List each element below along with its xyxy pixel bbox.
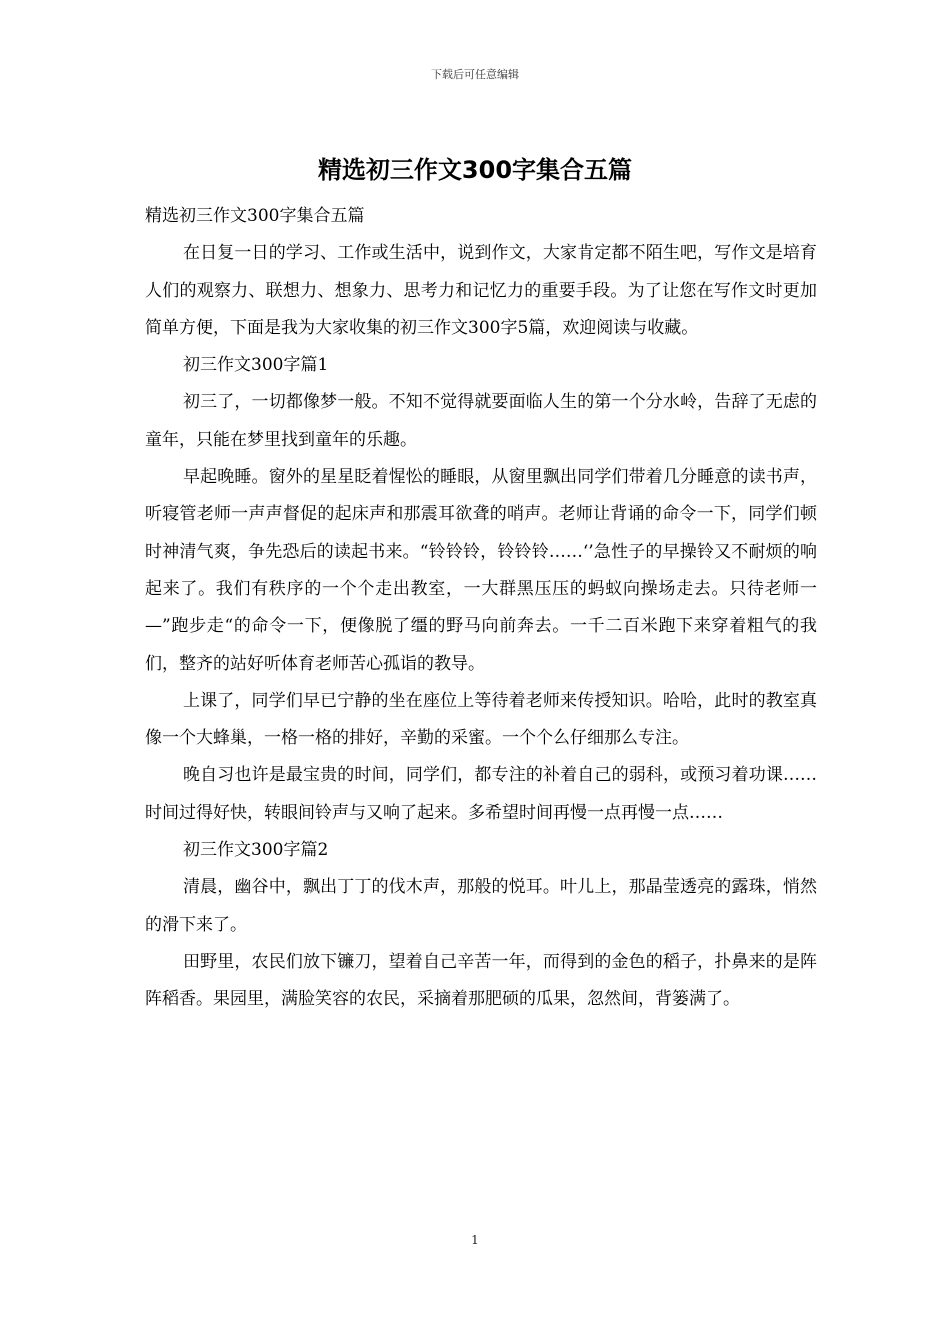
section-heading-2: 初三作文300字篇2	[183, 840, 329, 861]
paragraph: 清晨，幽谷中，飘出丁丁的伐木声，那般的悦耳。叶儿上，那晶莹透亮的露珠，悄然的滑下来了。	[145, 877, 817, 935]
paragraph-subtitle: 精选初三作文300字集合五篇	[145, 206, 365, 226]
page-number: 1	[471, 1233, 479, 1247]
paragraph: 晚自习也许是最宝贵的时间，同学们，都专注的补着自己的弱科，或预习着功课……时间过得好快，转眼间铃声与又响了起来。多希望时间再慢一点再慢一点……	[145, 765, 817, 823]
paragraph: 早起晚睡。窗外的星星眨着惺忪的睡眼，从窗里飘出同学们带着几分睡意的读书声，听寝管老师一声声督促的起床声和那震耳欲聋的哨声。老师让背诵的命令一下，同学们顿时神清气爽，争先恐后的读起书来。“铃铃铃，铃铃铃……‘’急性子的早操铃又不耐烦的响起来了。我们有秩序的一个个走出教室，一大群黑压压的蚂蚁向操场走去。只待老师一—”跑步走“的命令一下，便像脱了缰的野马向前奔去。一千二百米跑下来穿着粗气的我们，整齐的站好听体育老师苦心孤诣的教导。	[145, 467, 817, 674]
header-note: 下载后可任意编辑	[431, 68, 519, 81]
paragraph: 田野里，农民们放下镰刀，望着自己辛苦一年，而得到的金色的稻子，扑鼻来的是阵阵稻香。果园里，满脸笑容的农民，采摘着那肥硕的瓜果，忽然间，背篓满了。	[145, 951, 817, 1010]
paragraph-intro: 在日复一日的学习、工作或生活中，说到作文，大家肯定都不陌生吧，写作文是培育人们的观察力、联想力、想象力、思考力和记忆力的重要手段。为了让您在写作文时更加简单方便，下面是我为大家收集的初三作文300字5篇，欢迎阅读与收藏。	[145, 243, 817, 338]
section-heading-1: 初三作文300字篇1	[183, 355, 329, 376]
document-title: 精选初三作文300字集合五篇	[317, 156, 633, 184]
document-body	[145, 198, 817, 1019]
paragraph: 上课了，同学们早已宁静的坐在座位上等待着老师来传授知识。哈哈，此时的教室真像一个大蜂巢，一格一格的排好，辛勤的采蜜。一个个么仔细那么专注。	[145, 690, 817, 749]
paragraph: 初三了，一切都像梦一般。不知不觉得就要面临人生的第一个分水岭，告辞了无虑的童年，只能在梦里找到童年的乐趣。	[145, 392, 817, 450]
